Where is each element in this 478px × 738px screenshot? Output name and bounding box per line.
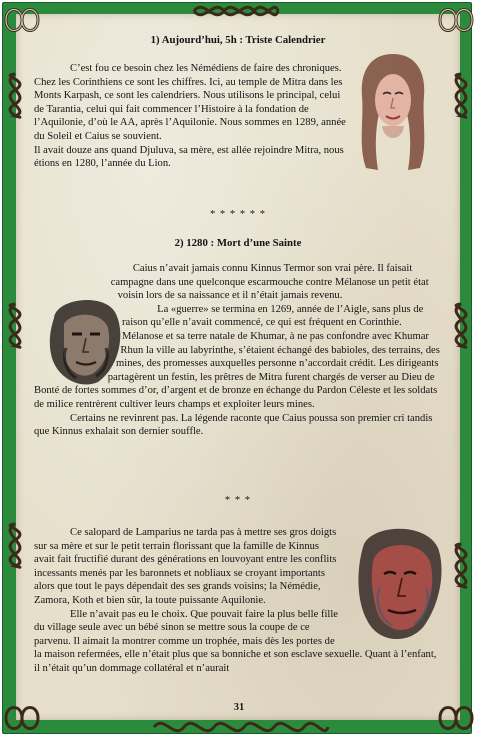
section-1	[34, 34, 344, 48]
celtic-knot-ornament-bottom-center	[150, 716, 330, 738]
paragraph-6-block	[34, 526, 442, 676]
paragraph-1: C’est fou ce besoin chez les Némédiens de faire des chroniques. Chez les Corinthiens ce sont les chiffres. Ici, au temple de Mitra dans les Monts Karpash, ce sont les calendriers. Nous utilisons le principal, celui de Tarantia, celui qui fait commencer l’Histoire à la fondation de l’Aquilonie, d’où le AA, après l’Aquilonie. Nous sommes en 1289, année du Soleil et Caius se souvient.	[34, 63, 346, 142]
paragraph-3-block	[34, 262, 442, 439]
paragraph-7: Elle n’avait pas eu le choix. Que pouvait faire la plus belle fille du village seule avec un bébé sinon se mettre sous la coupe de ce parvenu. Il aimait la montrer comme un trophée, mais dès les portes de la maison refermées, elle n’était plus que sa bonniche et son esclave sexuelle. Quant à l’enfant, il n’était qu’un dommage collatéral et n’aurait	[34, 608, 437, 674]
section-2-heading: 2) 1280 : Mort d’une Sainte	[174, 237, 302, 249]
paragraph-1-block	[34, 62, 350, 171]
wrap-spacer-right	[338, 526, 442, 638]
paragraph-2: Il avait douze ans quand Djuluva, sa mère, est allée rejoindre Mitra, nous étions en 1280, l’année du Lion.	[34, 144, 344, 170]
page-number: 31	[233, 702, 245, 713]
section-1-heading: 1) Aujourd’hui, 5h : Triste Calendrier	[150, 34, 326, 46]
celtic-knot-ornament-left-upper	[0, 70, 30, 120]
celtic-knot-ornament-right-upper	[446, 70, 476, 120]
celtic-knot-ornament-left-middle	[0, 300, 30, 350]
portrait-woman-long-hair	[352, 50, 434, 172]
paragraph-3: Caius n’avait jamais connu Kinnus Termor son vrai père. Il faisait campagne dans une quelconque escarmouche contre Mélanose un petit état voisin lors de sa naissance et il n’était jamais revenu.	[110, 263, 429, 302]
separator-1: * * * * * *	[209, 209, 267, 220]
paragraph-4: La «guerre» se termina en 1269, année de l’Aigle, sans plus de raison qu’elle n’avait commencé, ce qui est fréquent en Corinthie. Mélanose et sa terre natale de Khumar, à ne pas confondre avec Khumar Rhun la ville au labyrinthe, s’étaient échangé des babioles, des terrains, des mines, des promesses auxquelles personne n’accordait crédit. Les dirigeants partagèrent un festin, les prêtres de Mitra furent chargés de verser au Dieu de Bonté de fortes sommes d’or, d’argent et de bronze en échange du Pardon Céleste et les soldats de milice rentrèrent cultiver leurs champs et exploiter leurs mines.	[34, 303, 440, 410]
celtic-knot-ornament-left-lower	[0, 520, 30, 570]
celtic-knot-ornament-top-center	[190, 0, 280, 22]
celtic-knot-ornament-right-lower	[446, 540, 476, 590]
paragraph-6: Ce salopard de Lamparius ne tarda pas à mettre ses gros doigts sur sa mère et sur le petit terrain florissant que la famille de Kinnus avait fait fructifié durant des générations en louvoyant entre les conflits incessants menés par les baronnets et nobliaux se croyant importants alors que tout le pays dépendait des ses grands voisins; la Némédie, Zamora, Koth et bien sûr, la toute puissante Aquilonie.	[34, 527, 337, 606]
separator-2: * * *	[224, 495, 252, 506]
paragraph-5: Certains ne revinrent pas. La légende raconte que Caius poussa son premier cri tandis que Kinnus exhalait son dernier souffle.	[34, 412, 433, 438]
celtic-knot-ornament-right-middle	[446, 300, 476, 350]
